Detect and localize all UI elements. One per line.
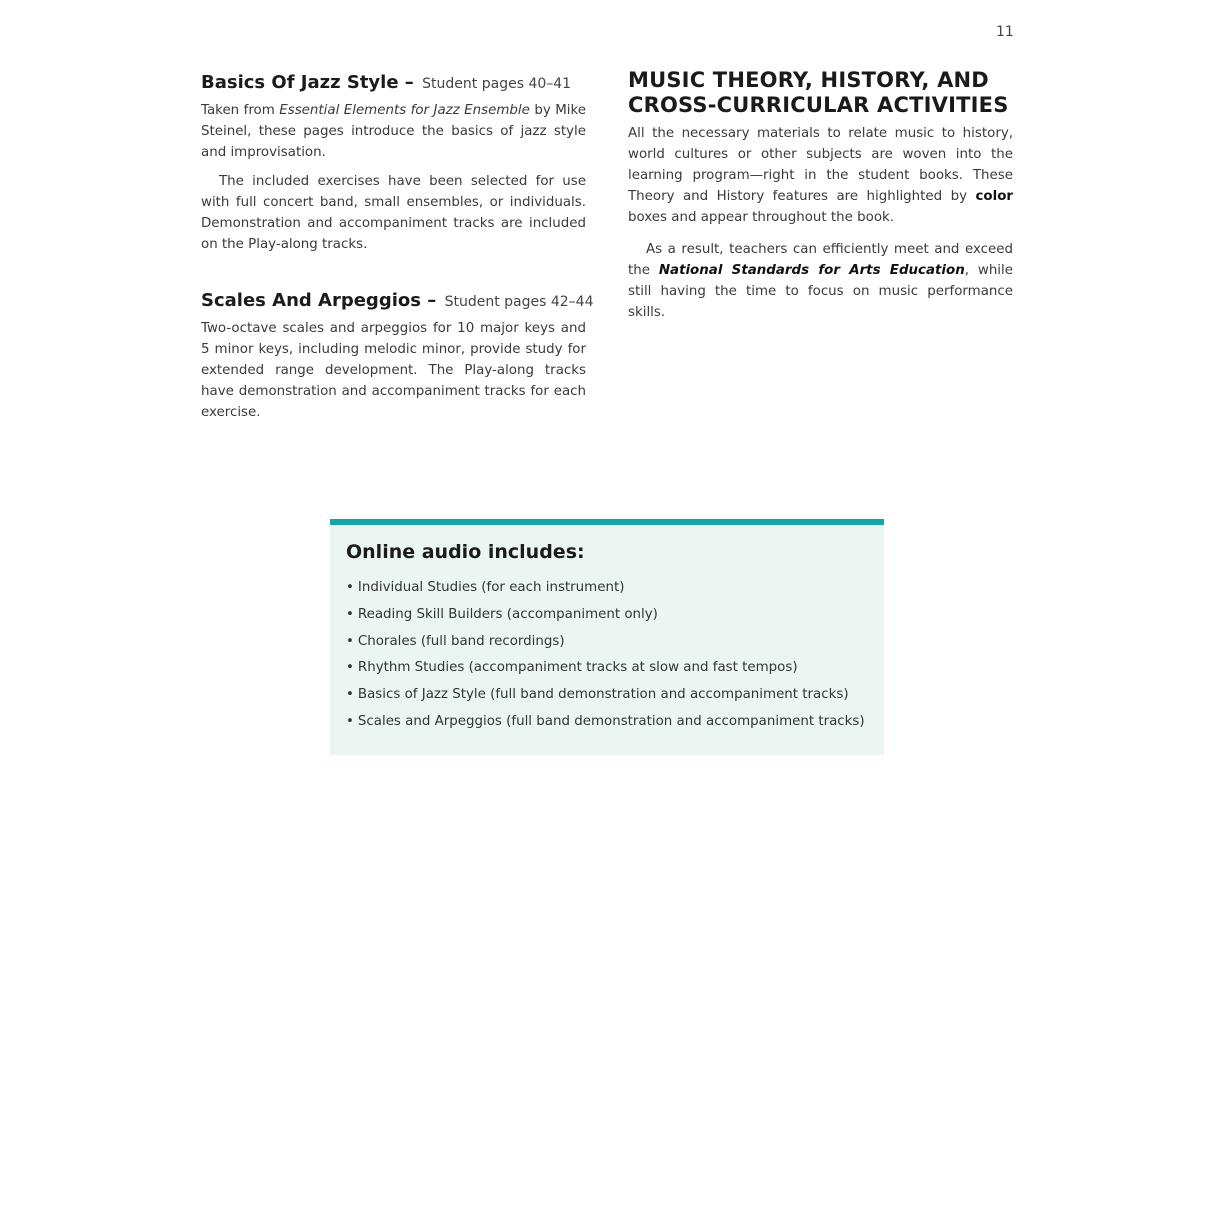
section-title-jazz: Basics Of Jazz Style –	[201, 72, 414, 93]
section-pages-scales: Student pages 42–44	[444, 294, 594, 310]
jazz-paragraph-2: The included exercises have been selected for use with full concert band, small ensembles, or individuals. Demonstration and accompaniment tracks are included on the Play-along tracks.	[201, 174, 586, 252]
theory-p2-text: As a result, teachers can efficiently meet and exceed the	[628, 242, 1013, 278]
national-standards-title: National Standards for Arts Education	[658, 263, 965, 278]
theory-paragraph-2	[628, 239, 1013, 323]
scales-paragraph-1: Two-octave scales and arpeggios for 10 major keys and 5 minor keys, including melodic minor, provide study for extended range development. The Play-along tracks have demonstration and accompaniment tracks for each exercise.	[201, 321, 586, 420]
theory-p1-bold: color	[975, 189, 1013, 204]
section-heading-scales	[201, 286, 594, 314]
section-heading-jazz	[201, 68, 586, 96]
section-basics-of-jazz-style	[201, 68, 586, 255]
list-item: • Basics of Jazz Style (full band demonstration and accompaniment tracks)	[346, 682, 868, 709]
list-item: • Chorales (full band recordings)	[346, 629, 868, 656]
jazz-p1-text-end: by Mike Steinel, these pages introduce the basics of jazz style and improvisation.	[201, 103, 586, 160]
list-item: • Individual Studies (for each instrument)	[346, 575, 868, 602]
list-item: • Scales and Arpeggios (full band demonstration and accompaniment tracks)	[346, 709, 868, 736]
section-pages-jazz: Student pages 40–41	[422, 76, 572, 92]
jazz-p1-book-title: Essential Elements for Jazz Ensemble	[279, 103, 530, 118]
heading-line-2: CROSS-CURRICULAR ACTIVITIES	[628, 93, 1009, 117]
theory-p1-text: All the necessary materials to relate music to history, world cultures or other subjects are woven into the learning program—right in the student books. These Theory and History features are highlighted by	[628, 126, 1013, 204]
heading-line-1: MUSIC THEORY, HISTORY, AND	[628, 68, 989, 92]
theory-paragraph-1	[628, 123, 1013, 228]
online-audio-box	[330, 519, 884, 755]
right-column	[628, 68, 1013, 323]
jazz-paragraph-1	[201, 100, 586, 163]
theory-p1-text-end: boxes and appear throughout the book.	[628, 210, 895, 225]
music-theory-heading	[628, 68, 1013, 118]
section-title-scales: Scales And Arpeggios –	[201, 290, 437, 311]
theory-p2-text-end: , while still having the time to focus on music performance skills.	[628, 263, 1013, 320]
list-item: • Reading Skill Builders (accompaniment only)	[346, 602, 868, 629]
page-number: 11	[996, 24, 1014, 40]
online-audio-title: Online audio includes:	[346, 541, 585, 563]
online-audio-list	[346, 575, 868, 736]
left-column	[201, 68, 594, 423]
jazz-p1-text: Taken from	[201, 103, 280, 118]
section-scales-and-arpeggios	[201, 286, 594, 423]
list-item: • Rhythm Studies (accompaniment tracks at slow and fast tempos)	[346, 655, 868, 682]
